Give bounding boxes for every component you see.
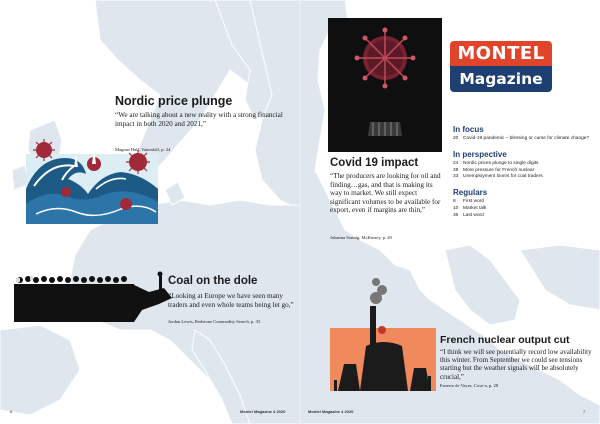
right-page-number: 7 — [583, 409, 586, 414]
covid-story-title[interactable]: Covid 19 impact — [330, 157, 419, 169]
toc-in-focus — [453, 125, 593, 143]
toc-heading: Regulars — [453, 188, 488, 198]
left-folio-title: Montel Magazine 4 2020 — [240, 409, 286, 414]
french-story-title[interactable]: French nuclear output cut — [440, 334, 570, 346]
toc-item[interactable] — [453, 199, 593, 206]
logo-montel-text: MONTEL — [450, 41, 552, 66]
coal-traders-silhouette — [14, 270, 174, 322]
french-story-credit: Ernesto de Vayas, Cose-a, p. 28 — [440, 383, 499, 388]
covid-story-quote: “The producers are looking for oil and finding…gas, and that is making its way to market. We still expect significant volumes to be available for export, even if margins are thin,” — [330, 172, 441, 215]
coal-story-quote: “Looking at Europe we have seen many traders and even whole teams being let go,” — [168, 292, 294, 309]
coal-story-credit: Jordan Lewis, Redstone Commodity Search, p. 33 — [168, 319, 261, 324]
nordic-story-title[interactable]: Nordic price plunge — [115, 94, 233, 108]
toc-item[interactable] — [453, 213, 593, 220]
montel-magazine-logo — [450, 41, 552, 92]
toc-page-number: 36 — [453, 212, 459, 218]
toc-heading: In perspective — [453, 149, 507, 159]
toc-item[interactable] — [453, 161, 593, 168]
toc-page-number: 20 — [453, 136, 459, 141]
toc-item-title: First word — [463, 199, 485, 205]
right-folio-title: Montel Magazine 4 2020 — [308, 409, 354, 414]
toc-item-title: Nordic prices plunge to single digits — [463, 160, 539, 166]
toc-item[interactable] — [453, 206, 593, 213]
left-page-number: 6 — [10, 409, 13, 414]
toc-item-title: Unemployment looms for coal traders — [463, 174, 543, 180]
toc-page-number: 28 — [453, 167, 459, 173]
french-story-quote: “I think we will see potentially record low availability this winter. From September we could see tensions starting but the weather signals will be absolutely crucial,” — [440, 348, 592, 381]
toc-item[interactable] — [453, 136, 593, 143]
covid-virus-illustration — [328, 18, 442, 152]
coal-story-title[interactable]: Coal on the dole — [168, 275, 258, 287]
nuclear-plant-illustration — [330, 276, 436, 391]
toc-page-number: 24 — [453, 160, 459, 166]
nordic-story-quote: “We are talking about a new reality with a strong financial impact in both 2020 and 2021,” — [115, 111, 283, 128]
toc-page-number: 10 — [453, 205, 459, 211]
toc-item-title: Covid-19 pandemic – blessing or curse for climate change? — [463, 136, 590, 141]
toc-regulars — [453, 188, 593, 219]
nordic-story-credit: Magnus Hall, Vattenfall, p. 24 — [115, 147, 171, 152]
toc-item-title: Market talk — [463, 205, 487, 211]
toc-heading: In focus — [453, 125, 484, 134]
logo-magazine-text: Magazine — [450, 66, 552, 92]
toc-page-number: 8 — [453, 199, 456, 205]
toc-in-perspective — [453, 150, 593, 181]
covid-story-credit: Johanna Sonnig, McKinsey, p. 20 — [330, 235, 392, 240]
table-of-contents — [453, 125, 593, 227]
toc-item-title: Last word — [463, 212, 484, 218]
toc-page-number: 33 — [453, 174, 459, 180]
toc-item[interactable] — [453, 174, 593, 181]
toc-item-title: More pressure for French nuclear — [463, 167, 535, 173]
